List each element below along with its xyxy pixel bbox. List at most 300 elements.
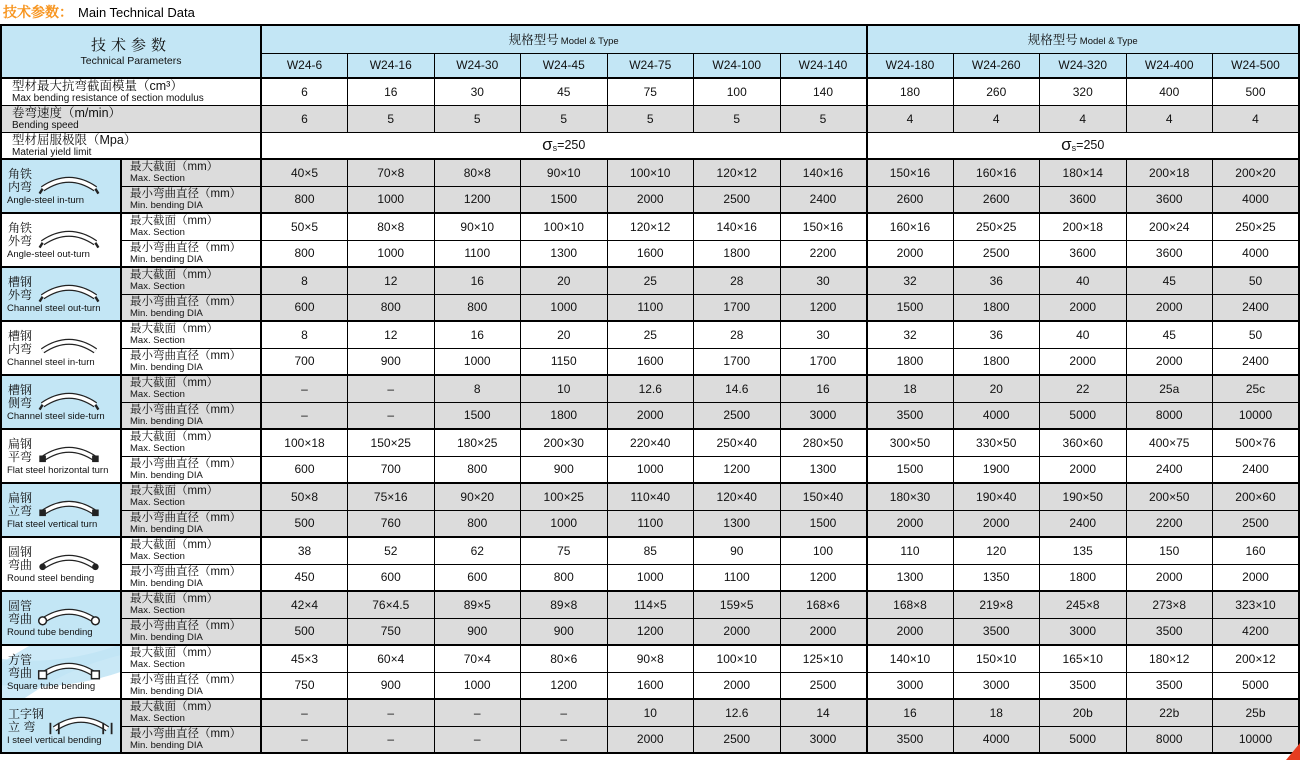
- value-cell: 3600: [1040, 186, 1127, 213]
- value-cell: 12.6: [694, 699, 781, 726]
- value-cell: 2500: [694, 186, 781, 213]
- value-cell: 100×10: [607, 159, 694, 186]
- group-label: [1, 591, 121, 645]
- group-label-top: [2, 327, 120, 357]
- group-label-top: [2, 165, 120, 195]
- max-section-zh: 最大截面（mm）: [130, 431, 219, 444]
- value-cell: 5000: [1040, 726, 1127, 753]
- value-cell: 16: [780, 375, 867, 402]
- min-dia-en: Min. bending DIA: [130, 307, 203, 319]
- group-label-en: Channel steel in-turn: [7, 356, 95, 368]
- value-cell: 70×4: [434, 645, 521, 672]
- group-zh-line1: 槽钢: [8, 274, 33, 289]
- min-dia-zh: 最小弯曲直径（mm）: [130, 187, 242, 200]
- sub-label-max-section: [121, 213, 261, 240]
- value-cell: 160×16: [867, 213, 954, 240]
- value-cell: 45: [1126, 321, 1213, 348]
- min-dia-zh: 最小弯曲直径（mm）: [130, 673, 242, 686]
- value-cell: 200×24: [1126, 213, 1213, 240]
- value-cell: 30: [434, 78, 521, 105]
- model-header-cell: W24-320: [1040, 53, 1127, 78]
- value-cell: 180×14: [1040, 159, 1127, 186]
- group-label-zh: [8, 708, 44, 734]
- value-cell: 1000: [607, 564, 694, 591]
- model-header-cell: W24-260: [953, 53, 1040, 78]
- technical-data-sheet: [0, 24, 1300, 754]
- value-cell: 25a: [1126, 375, 1213, 402]
- group-label-en: I steel vertical bending: [7, 734, 102, 746]
- value-cell: 14.6: [694, 375, 781, 402]
- value-cell: 1000: [434, 348, 521, 375]
- group-zh-line1: 槽钢: [8, 382, 33, 397]
- value-cell: 28: [694, 267, 781, 294]
- value-cell: 10: [521, 375, 608, 402]
- value-cell: 2000: [780, 618, 867, 645]
- value-cell: –: [434, 699, 521, 726]
- sub-label-min-dia: [121, 564, 261, 591]
- min-dia-zh: 最小弯曲直径（mm）: [130, 241, 242, 254]
- group-zh-line2: 内弯: [8, 341, 33, 356]
- value-cell: 140×16: [694, 213, 781, 240]
- value-cell: 1900: [953, 456, 1040, 483]
- value-cell: 2000: [694, 618, 781, 645]
- value-cell: 1500: [867, 456, 954, 483]
- model-type-en: Model & Type: [560, 35, 619, 47]
- group-label-en: Round steel bending: [7, 572, 95, 584]
- value-cell: –: [261, 375, 348, 402]
- value-cell: 760: [348, 510, 435, 537]
- group-label-zh: [8, 276, 32, 302]
- sub-label-max-section: [121, 537, 261, 564]
- value-cell: 1200: [607, 618, 694, 645]
- value-cell: 32: [867, 267, 954, 294]
- value-cell: 45×3: [261, 645, 348, 672]
- group-zh-line1: 角铁: [8, 220, 33, 235]
- value-cell: 1100: [694, 564, 781, 591]
- group-label-en: Round tube bending: [7, 626, 93, 638]
- min-dia-en: Min. bending DIA: [130, 523, 203, 535]
- sub-label-min-dia: [121, 402, 261, 429]
- param-label-zh: 型材屈服极限（Mpa）: [12, 132, 137, 147]
- value-cell: –: [521, 726, 608, 753]
- value-cell: 700: [261, 348, 348, 375]
- value-cell: 50: [1213, 321, 1300, 348]
- group-zh-line1: 槽钢: [8, 328, 33, 343]
- value-cell: 2000: [1040, 348, 1127, 375]
- min-dia-en: Min. bending DIA: [130, 631, 203, 643]
- value-cell: 12.6: [607, 375, 694, 402]
- value-cell: 25c: [1213, 375, 1300, 402]
- value-cell: 200×18: [1040, 213, 1127, 240]
- value-cell: 89×8: [521, 591, 608, 618]
- dot-bend-icon: [33, 545, 105, 573]
- sub-label-min-dia: [121, 456, 261, 483]
- value-cell: 2200: [1126, 510, 1213, 537]
- value-cell: 1300: [780, 456, 867, 483]
- value-cell: 1800: [694, 240, 781, 267]
- value-cell: 52: [348, 537, 435, 564]
- value-cell: 2000: [607, 402, 694, 429]
- value-cell: 219×8: [953, 591, 1040, 618]
- value-cell: 36: [953, 321, 1040, 348]
- value-cell: 800: [348, 294, 435, 321]
- group-label-en: Channel steel side-turn: [7, 410, 105, 422]
- group-zh-line1: 圆钢: [8, 544, 33, 559]
- value-cell: 5: [521, 105, 608, 132]
- technical-parameters-zh: 技术参数: [90, 36, 171, 54]
- value-cell: 1200: [694, 456, 781, 483]
- sub-label-max-section: [121, 645, 261, 672]
- group-label-zh: [8, 222, 32, 248]
- param-label-en: Bending speed: [12, 120, 79, 131]
- value-cell: 320: [1040, 78, 1127, 105]
- value-cell: –: [521, 699, 608, 726]
- value-cell: 168×6: [780, 591, 867, 618]
- yield-value-cell: [867, 132, 1300, 159]
- group-label-zh: [8, 438, 32, 464]
- value-cell: 20: [521, 267, 608, 294]
- value-cell: 3000: [780, 402, 867, 429]
- model-type-zh: 规格型号: [508, 32, 559, 47]
- value-cell: 3000: [780, 726, 867, 753]
- value-cell: 900: [521, 456, 608, 483]
- group-zh-line2: 内弯: [8, 179, 33, 194]
- sigma-subscript: s: [1071, 143, 1077, 154]
- value-cell: 180×12: [1126, 645, 1213, 672]
- value-cell: 400: [1126, 78, 1213, 105]
- sigma-value: =250: [1076, 138, 1105, 153]
- value-cell: 2000: [953, 510, 1040, 537]
- value-cell: 140×10: [867, 645, 954, 672]
- model-type-header-right: [867, 25, 1300, 53]
- min-dia-zh: 最小弯曲直径（mm）: [130, 295, 242, 308]
- value-cell: 150: [1126, 537, 1213, 564]
- value-cell: 2000: [867, 510, 954, 537]
- max-section-en: Max. Section: [130, 173, 185, 185]
- value-cell: 220×40: [607, 429, 694, 456]
- value-cell: 20b: [1040, 699, 1127, 726]
- value-cell: 1500: [434, 402, 521, 429]
- group-zh-line1: 圆管: [8, 598, 33, 613]
- value-cell: 800: [521, 564, 608, 591]
- value-cell: 2000: [1126, 348, 1213, 375]
- min-dia-zh: 最小弯曲直径（mm）: [130, 457, 242, 470]
- value-cell: 150×16: [867, 159, 954, 186]
- sigma-value: =250: [557, 138, 586, 153]
- value-cell: 90: [694, 537, 781, 564]
- value-cell: 3500: [867, 726, 954, 753]
- group-label-top: [2, 219, 120, 249]
- square-bend-icon: [33, 437, 105, 465]
- value-cell: 5: [348, 105, 435, 132]
- value-cell: 125×10: [780, 645, 867, 672]
- value-cell: 1600: [607, 240, 694, 267]
- value-cell: 2600: [867, 186, 954, 213]
- value-cell: 2000: [1040, 294, 1127, 321]
- value-cell: 22: [1040, 375, 1127, 402]
- value-cell: 250×25: [953, 213, 1040, 240]
- value-cell: 360×60: [1040, 429, 1127, 456]
- max-section-en: Max. Section: [130, 551, 185, 563]
- value-cell: 1700: [694, 294, 781, 321]
- value-cell: 5: [694, 105, 781, 132]
- group-zh-line1: 扁钢: [8, 490, 33, 505]
- sigma-symbol: σ: [1061, 135, 1072, 155]
- value-cell: 2000: [607, 186, 694, 213]
- group-label: [1, 429, 121, 483]
- value-cell: 62: [434, 537, 521, 564]
- value-cell: 6: [261, 105, 348, 132]
- value-cell: 2000: [1126, 294, 1213, 321]
- param-label-zh: 型材最大抗弯截面模量（cm³）: [12, 79, 183, 94]
- max-section-zh: 最大截面（mm）: [130, 323, 219, 336]
- value-cell: 100×18: [261, 429, 348, 456]
- hook-bend-icon: [33, 221, 105, 249]
- value-cell: 3000: [867, 672, 954, 699]
- value-cell: 30: [780, 321, 867, 348]
- value-cell: 25b: [1213, 699, 1300, 726]
- value-cell: 900: [348, 348, 435, 375]
- group-label-zh: [8, 492, 32, 518]
- sub-label-min-dia: [121, 186, 261, 213]
- group-label-en: Channel steel out-turn: [7, 302, 101, 314]
- param-label-en: Material yield limit: [12, 146, 92, 158]
- value-cell: 1500: [521, 186, 608, 213]
- group-label-en: Flat steel horizontal turn: [7, 464, 109, 476]
- value-cell: 2000: [867, 240, 954, 267]
- value-cell: 2000: [1040, 456, 1127, 483]
- group-label-zh: [8, 600, 32, 626]
- value-cell: 750: [261, 672, 348, 699]
- min-dia-en: Min. bending DIA: [130, 577, 203, 589]
- value-cell: 1200: [434, 186, 521, 213]
- value-cell: 800: [261, 186, 348, 213]
- min-dia-zh: 最小弯曲直径（mm）: [130, 349, 242, 362]
- group-label-top: [2, 543, 120, 573]
- corner-accent: [1286, 743, 1300, 760]
- value-cell: 800: [434, 294, 521, 321]
- value-cell: 323×10: [1213, 591, 1300, 618]
- value-cell: 5: [780, 105, 867, 132]
- max-section-en: Max. Section: [130, 659, 185, 671]
- sub-label-max-section: [121, 267, 261, 294]
- value-cell: 3500: [867, 402, 954, 429]
- value-cell: 3600: [1040, 240, 1127, 267]
- value-cell: 90×10: [434, 213, 521, 240]
- min-dia-en: Min. bending DIA: [130, 361, 203, 373]
- group-label-en: Flat steel vertical turn: [7, 518, 98, 530]
- value-cell: 1100: [607, 510, 694, 537]
- value-cell: 500: [261, 618, 348, 645]
- value-cell: 3500: [1040, 672, 1127, 699]
- none-bend-icon: [33, 329, 105, 357]
- value-cell: 1000: [521, 510, 608, 537]
- value-cell: 114×5: [607, 591, 694, 618]
- value-cell: 245×8: [1040, 591, 1127, 618]
- value-cell: 200×20: [1213, 159, 1300, 186]
- value-cell: 45: [521, 78, 608, 105]
- value-cell: 159×5: [694, 591, 781, 618]
- min-dia-zh: 最小弯曲直径（mm）: [130, 403, 242, 416]
- value-cell: 5: [434, 105, 521, 132]
- value-cell: 180×25: [434, 429, 521, 456]
- value-cell: 100×10: [694, 645, 781, 672]
- value-cell: 4000: [1213, 186, 1300, 213]
- value-cell: 1350: [953, 564, 1040, 591]
- min-dia-zh: 最小弯曲直径（mm）: [130, 619, 242, 632]
- group-zh-line2: 外弯: [8, 233, 33, 248]
- value-cell: 120: [953, 537, 1040, 564]
- value-cell: 900: [521, 618, 608, 645]
- group-zh-line2: 外弯: [8, 287, 33, 302]
- value-cell: 32: [867, 321, 954, 348]
- value-cell: 2200: [780, 240, 867, 267]
- value-cell: 168×8: [867, 591, 954, 618]
- model-header-cell: W24-6: [261, 53, 348, 78]
- value-cell: 800: [434, 456, 521, 483]
- value-cell: 75×16: [348, 483, 435, 510]
- param-label: [1, 105, 261, 132]
- value-cell: 110×40: [607, 483, 694, 510]
- value-cell: 16: [348, 78, 435, 105]
- sub-label-min-dia: [121, 294, 261, 321]
- sqring-bend-icon: [33, 653, 105, 681]
- sub-label-min-dia: [121, 672, 261, 699]
- max-section-en: Max. Section: [130, 335, 185, 347]
- min-dia-zh: 最小弯曲直径（mm）: [130, 511, 242, 524]
- min-dia-en: Min. bending DIA: [130, 739, 203, 751]
- min-dia-zh: 最小弯曲直径（mm）: [130, 565, 242, 578]
- value-cell: 4: [1126, 105, 1213, 132]
- value-cell: 40×5: [261, 159, 348, 186]
- group-label: [1, 645, 121, 699]
- group-zh-line1: 方管: [8, 652, 33, 667]
- sub-label-max-section: [121, 483, 261, 510]
- value-cell: 90×10: [521, 159, 608, 186]
- value-cell: –: [434, 726, 521, 753]
- sub-label-min-dia: [121, 726, 261, 753]
- sub-label-min-dia: [121, 510, 261, 537]
- value-cell: 2000: [607, 726, 694, 753]
- value-cell: 150×16: [780, 213, 867, 240]
- value-cell: 200×60: [1213, 483, 1300, 510]
- value-cell: 100×10: [521, 213, 608, 240]
- max-section-zh: 最大截面（mm）: [130, 593, 219, 606]
- sub-label-max-section: [121, 321, 261, 348]
- max-section-en: Max. Section: [130, 227, 185, 239]
- yield-value-cell: [261, 132, 867, 159]
- value-cell: 40: [1040, 267, 1127, 294]
- value-cell: 4: [1213, 105, 1300, 132]
- group-zh-line2: 立弯: [8, 503, 33, 518]
- model-header-cell: W24-400: [1126, 53, 1213, 78]
- max-section-zh: 最大截面（mm）: [130, 485, 219, 498]
- value-cell: 1700: [694, 348, 781, 375]
- page-title-en: Main Technical Data: [78, 4, 195, 20]
- value-cell: 28: [694, 321, 781, 348]
- value-cell: 1800: [953, 348, 1040, 375]
- value-cell: 1200: [521, 672, 608, 699]
- value-cell: 4: [1040, 105, 1127, 132]
- value-cell: –: [261, 726, 348, 753]
- value-cell: 75: [521, 537, 608, 564]
- param-label-zh: 卷弯速度（m/min）: [12, 106, 122, 120]
- square-bend-icon: [33, 491, 105, 519]
- page-title: [0, 0, 1300, 24]
- value-cell: 25: [607, 267, 694, 294]
- value-cell: 80×8: [434, 159, 521, 186]
- value-cell: 1600: [607, 672, 694, 699]
- value-cell: 80×6: [521, 645, 608, 672]
- value-cell: –: [348, 726, 435, 753]
- value-cell: 2000: [694, 672, 781, 699]
- sub-label-max-section: [121, 699, 261, 726]
- value-cell: 2500: [694, 402, 781, 429]
- value-cell: 25: [607, 321, 694, 348]
- value-cell: 600: [261, 294, 348, 321]
- technical-parameters-en: Technical Parameters: [80, 54, 182, 67]
- value-cell: 600: [348, 564, 435, 591]
- group-zh-line2: 平弯: [8, 449, 33, 464]
- value-cell: 80×8: [348, 213, 435, 240]
- value-cell: 20: [953, 375, 1040, 402]
- value-cell: 500: [261, 510, 348, 537]
- value-cell: 180: [867, 78, 954, 105]
- value-cell: 3500: [1126, 618, 1213, 645]
- sub-label-min-dia: [121, 240, 261, 267]
- value-cell: 150×25: [348, 429, 435, 456]
- value-cell: 12: [348, 267, 435, 294]
- hook-bend-icon: [33, 167, 105, 195]
- group-label: [1, 213, 121, 267]
- value-cell: 50×5: [261, 213, 348, 240]
- group-label-top: [2, 435, 120, 465]
- value-cell: 190×50: [1040, 483, 1127, 510]
- max-section-zh: 最大截面（mm）: [130, 701, 219, 714]
- value-cell: 4000: [953, 402, 1040, 429]
- value-cell: 16: [434, 321, 521, 348]
- sub-label-min-dia: [121, 618, 261, 645]
- value-cell: 16: [867, 699, 954, 726]
- value-cell: 250×25: [1213, 213, 1300, 240]
- hook-bend-icon: [33, 275, 105, 303]
- value-cell: 50×8: [261, 483, 348, 510]
- value-cell: 40: [1040, 321, 1127, 348]
- value-cell: 450: [261, 564, 348, 591]
- group-label-zh: [8, 654, 32, 680]
- model-type-zh: 规格型号: [1027, 32, 1078, 47]
- value-cell: 14: [780, 699, 867, 726]
- value-cell: 2000: [1126, 564, 1213, 591]
- model-header-cell: W24-100: [694, 53, 781, 78]
- group-zh-line1: 扁钢: [8, 436, 33, 451]
- value-cell: 42×4: [261, 591, 348, 618]
- value-cell: 1800: [521, 402, 608, 429]
- value-cell: 16: [434, 267, 521, 294]
- sub-label-min-dia: [121, 348, 261, 375]
- min-dia-en: Min. bending DIA: [130, 685, 203, 697]
- value-cell: 330×50: [953, 429, 1040, 456]
- value-cell: 800: [434, 510, 521, 537]
- value-cell: 900: [348, 672, 435, 699]
- group-label-top: [2, 651, 120, 681]
- value-cell: 100: [780, 537, 867, 564]
- value-cell: 1000: [521, 294, 608, 321]
- group-label: [1, 537, 121, 591]
- value-cell: –: [261, 699, 348, 726]
- value-cell: 200×50: [1126, 483, 1213, 510]
- value-cell: 2500: [694, 726, 781, 753]
